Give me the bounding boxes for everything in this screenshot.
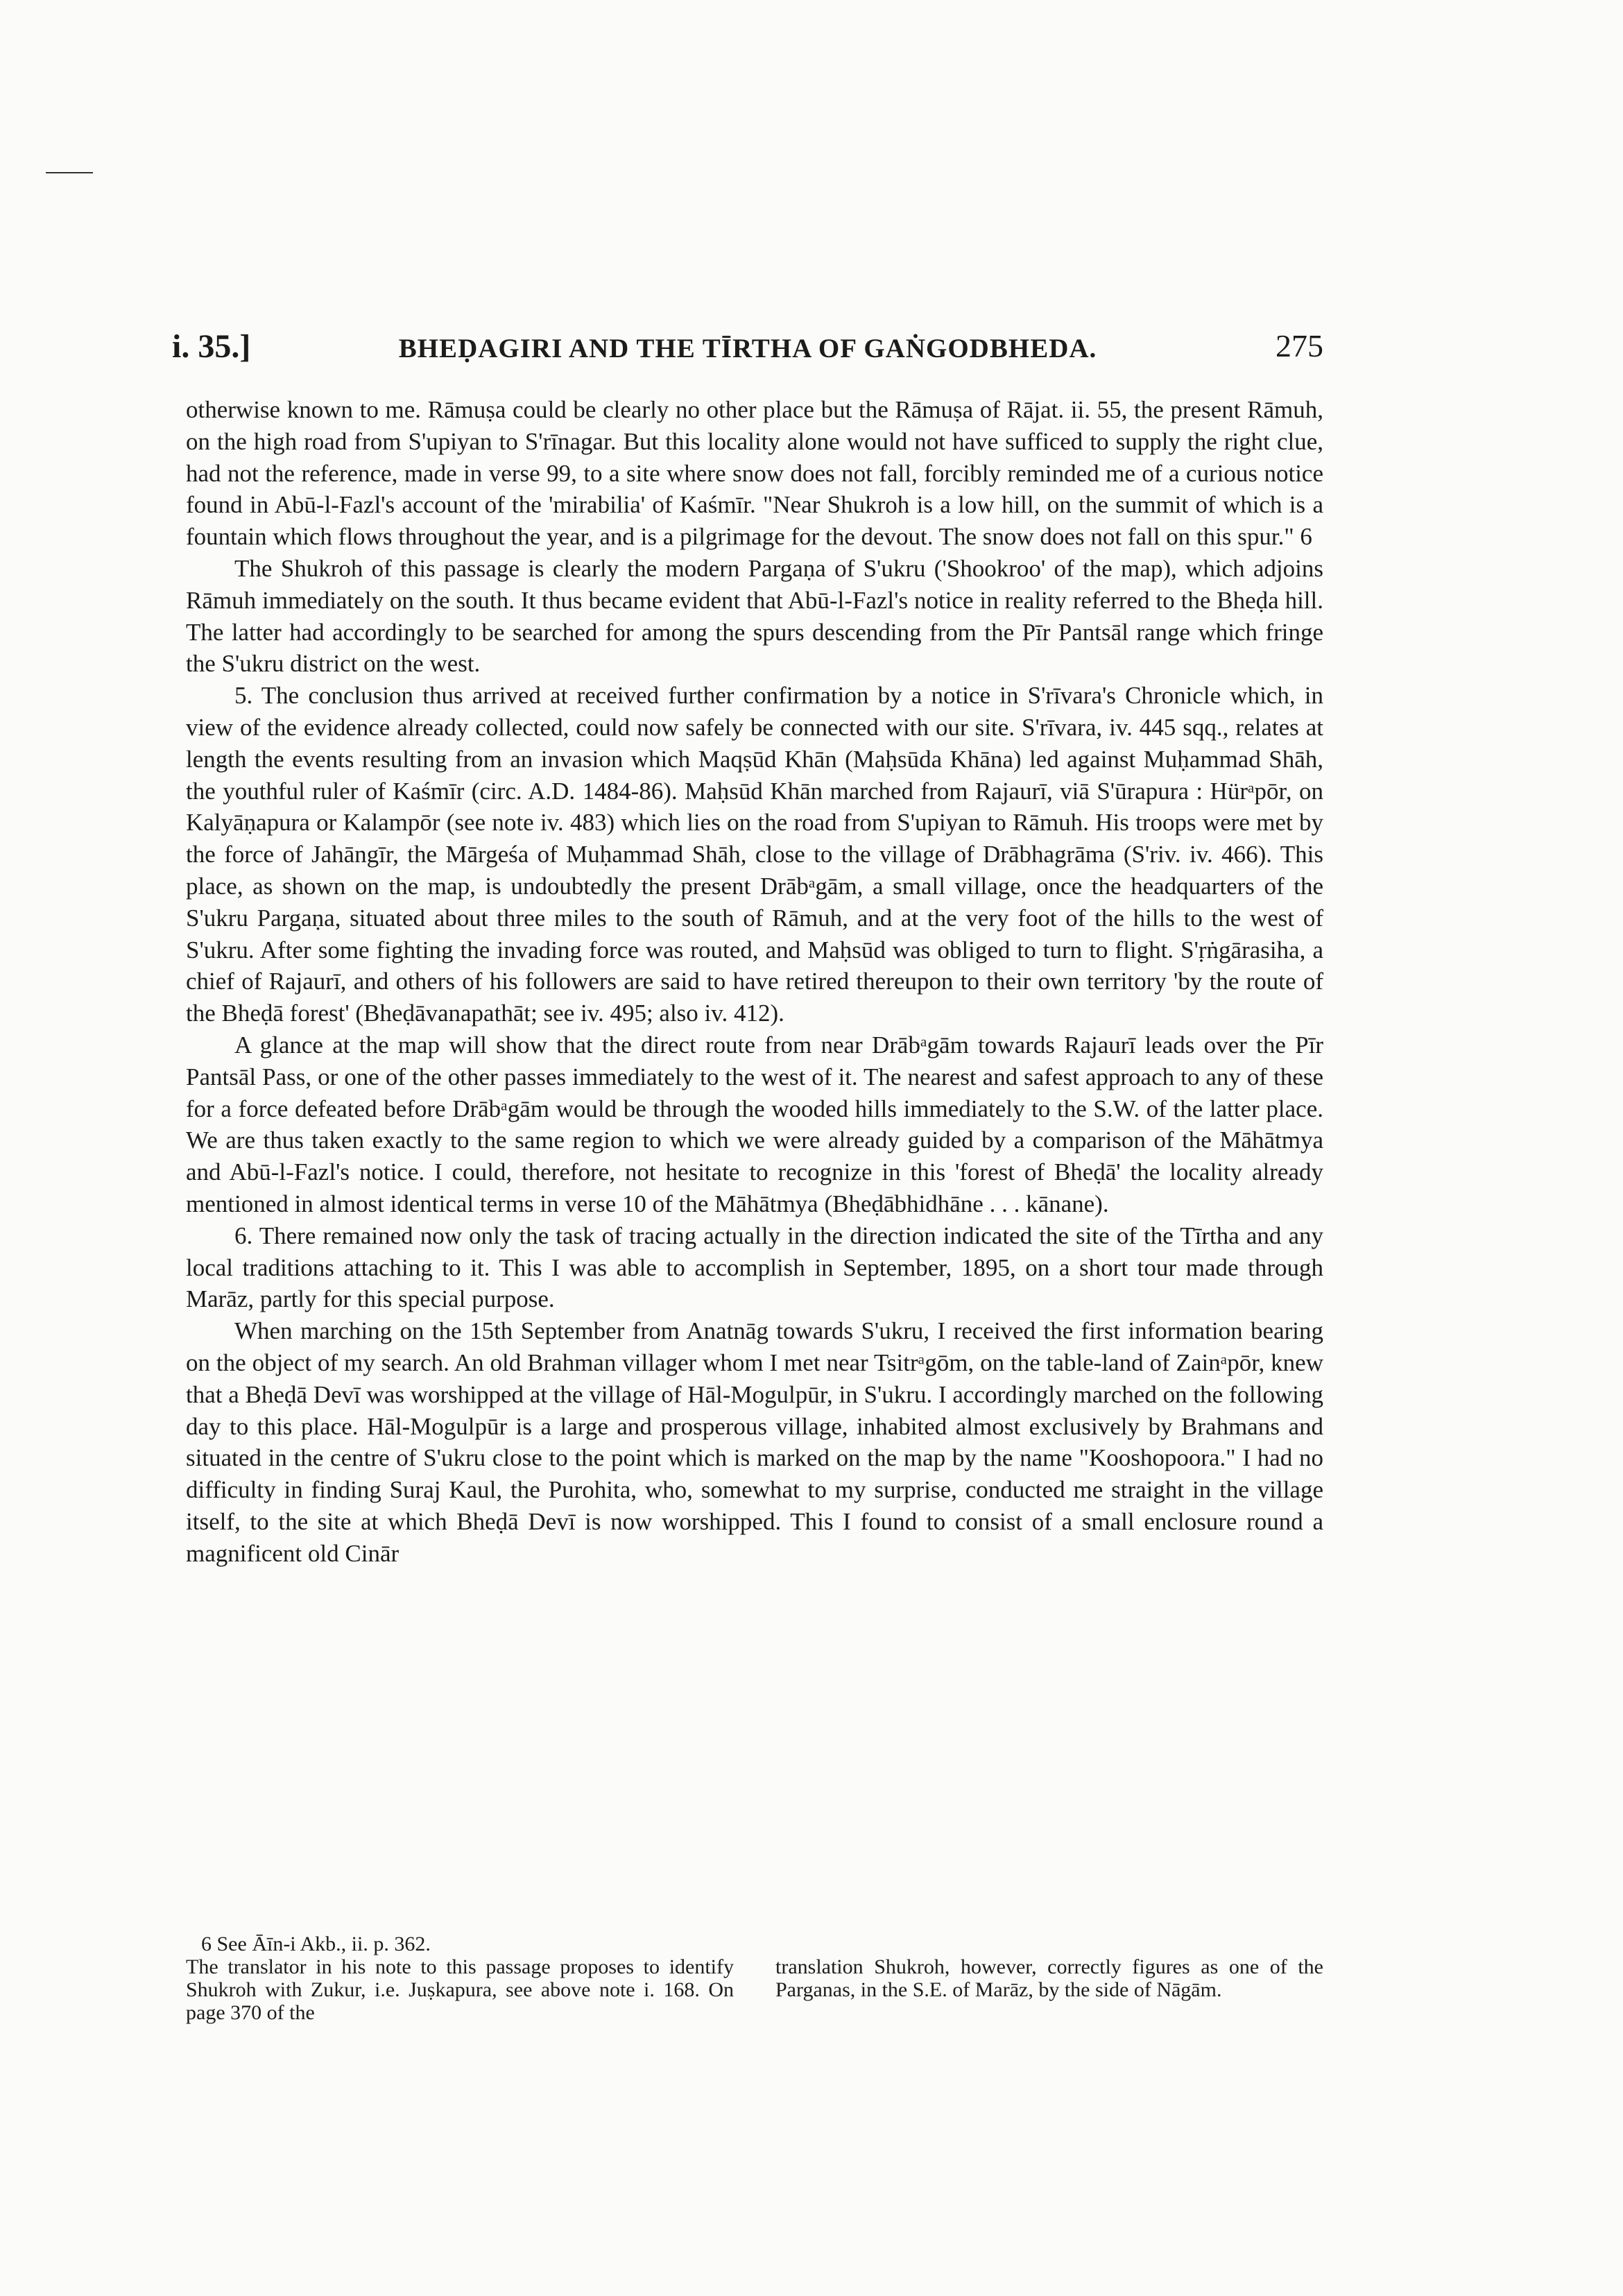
paragraph-map-route: A glance at the map will show that the direct route from near Drābᵃgām towards Rajaurī leads over the Pīr Pantsāl Pass, or one of the other passes immediately to the west of it. The nearest and safest approach to any of these for a force defeated before Drābᵃgām would be through the wooded hills immediately to the S.W. of the latter place. We are thus taken exactly to the same region to which we were already guided by a comparison of the Māhātmya and Abū-l-Fazl's notice. I could, therefore, not hesitate to recognize in this 'forest of Bheḍā' the locality already mentioned in almost identical terms in verse 10 of the Māhātmya (Bheḍābhidhāne . . . kānane). <box>186 1031 1323 1217</box>
footnote-right-column: translation Shukroh, however, correctly figures as one of the Parganas, in the S.E. of Marāz, by the side of Nāgām. <box>775 1955 1323 2001</box>
footnotes <box>186 1933 1323 2024</box>
margin-pen-mark <box>46 172 93 173</box>
body-text <box>186 394 1323 1569</box>
paragraph-section-5: 5. The conclusion thus arrived at received further confirmation by a notice in S'rīvara's Chronicle which, in view of the evidence already collected, could now safely be connected with our site. S'rīvara, iv. 445 sqq., relates at length the events resulting from an invasion which Maqṣūd Khān (Maḥsūda Khāna) led against Muḥammad Shāh, the youthful ruler of Kaśmīr (circ. A.D. 1484-86). Maḥsūd Khān marched from Rajaurī, viā S'ūrapura : Hürᵃpōr, on Kalyāṇapura or Kalampōr (see note iv. 483) which lies on the road from S'upiyan to Rāmuh. His troops were met by the force of Jahāngīr, the Mārgeśa of Muḥammad Shāh, close to the village of Drābhagrāma (S'riv. iv. 466). This place, as shown on the map, is undoubtedly the present Drābᵃgām, a small village, once the headquarters of the S'ukru Pargaṇa, situated about three miles to the south of Rāmuh, and at the very foot of the hills to the west of S'ukru. After some fighting the invading force was routed, and Maḥsūd was obliged to turn to flight. S'ṛṅgārasiha, a chief of Rajaurī, and others of his followers are said to have retired thereupon to their own territory 'by the route of the Bheḍā forest' (Bheḍāvanapathāt; see iv. 495; also iv. 412). <box>186 682 1323 1027</box>
footnote-columns <box>186 1955 1323 2024</box>
paragraph-continued: otherwise known to me. Rāmuṣa could be clearly no other place but the Rāmuṣa of Rājat. ii. 55, the present Rāmuh, on the high road from S'upiyan to S'rīnagar. But this locality alone would not have sufficed to supply the right clue, had not the reference, made in verse 99, to a site where snow does not fall, forcibly reminded me of a curious notice found in Abū-l-Fazl's account of the 'mirabilia' of Kaśmīr. "Near Shukroh is a low hill, on the summit of which is a fountain which flows throughout the year, and is a pilgrimage for the devout. The snow does not fall on this spur." 6 <box>186 396 1323 551</box>
page-title: BHEḌAGIRI AND THE TĪRTHA OF GAṄGODBHEDA. <box>398 334 1097 363</box>
running-header <box>172 327 1323 372</box>
section-reference: i. 35.] <box>172 328 251 365</box>
paragraph-marching: When marching on the 15th September from Anatnāg towards S'ukru, I received the first information bearing on the object of my search. An old Brahman villager whom I met near Tsitrᵃgōm, on the table-land of Zainᵃpōr, knew that a Bheḍā Devī was worshipped at the village of Hāl-Mogulpūr, in S'ukru. I accordingly marched on the following day to this place. Hāl-Mogulpūr is a large and prosperous village, inhabited almost exclusively by Brahmans and situated in the centre of S'ukru close to the point which is marked on the map by the name "Kooshopoora." I had no difficulty in finding Suraj Kaul, the Purohita, who, somewhat to my surprise, conducted me straight in the village itself, to the site at which Bheḍā Devī is now worshipped. This I found to consist of a small enclosure round a magnificent old Cinār <box>186 1317 1323 1567</box>
footnote-left-column: The translator in his note to this passage proposes to identify Shukroh with Zukur, i.e. Juṣkapura, see above note i. 168. On page 370 of the <box>186 1955 734 2024</box>
page-number: 275 <box>1276 328 1323 363</box>
paragraph-shukroh: The Shukroh of this passage is clearly the modern Pargaṇa of S'ukru ('Shookroo' of the map), which adjoins Rāmuh immediately on the south. It thus became evident that Abū-l-Fazl's notice in reality referred to the Bheḍa hill. The latter had accordingly to be searched for among the spurs descending from the Pīr Pantsāl range which fringe the S'ukru district on the west. <box>186 554 1323 678</box>
footnote-6-reference: 6 See Āīn-i Akb., ii. p. 362. <box>201 1933 431 1955</box>
paragraph-section-6: 6. There remained now only the task of tracing actually in the direction indicated the site of the Tīrtha and any local traditions attaching to it. This I was able to accomplish in September, 1895, on a short tour made through Marāz, partly for this special purpose. <box>186 1222 1323 1313</box>
